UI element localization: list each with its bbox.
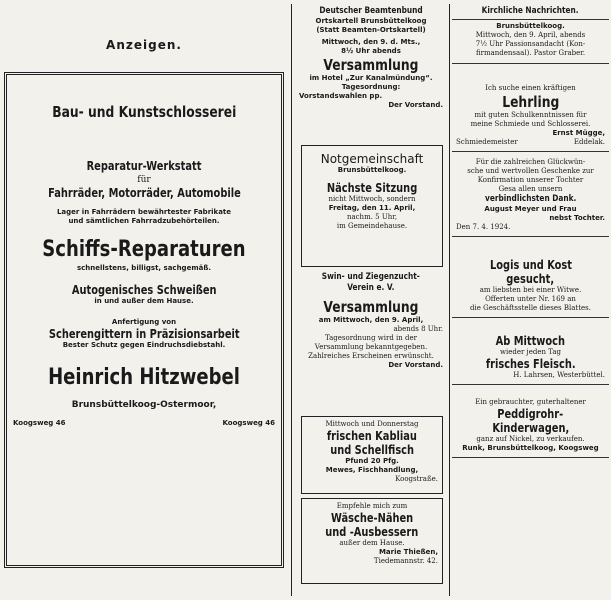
ad-fisch [301, 416, 443, 494]
dank-big: verbindlichsten Dank. [484, 194, 577, 204]
dank-l2: sche und wertvollen Geschenke zur [467, 167, 594, 175]
beamtenbund-l7: Vorstandswahlen pp. [299, 92, 383, 100]
fleisch-sig: H. Lahrsen, Westerbüttel. [513, 371, 605, 379]
kirche-title: Kirchliche Nachrichten. [482, 6, 579, 16]
address-row [7, 419, 281, 428]
kinderwagen-big2: Kinderwagen, [492, 421, 569, 435]
logis-big1: Logis und Kost [489, 258, 572, 272]
ad-logis [452, 258, 609, 320]
beamtenbund-l6: Tagesordnung: [341, 83, 401, 91]
owner-location: Brunsbüttelkoog-Ostermoor, [71, 400, 217, 410]
schnell-line: schnellstens, billigst, sachgemäß. [76, 264, 212, 272]
ziegenzucht-title2: Verein e. V. [347, 283, 395, 293]
ad-beamtenbund [295, 6, 447, 110]
owner-name: Heinrich Hitzwebel [48, 365, 240, 390]
fleisch-big2: frisches Fleisch. [485, 357, 576, 371]
fisch-sig2: Koogstraße. [395, 475, 438, 483]
column-nachrichten [452, 0, 609, 600]
fisch-sig1: Mewes, Fischhandlung, [325, 466, 419, 474]
lehrling-sig2: Schmiedemeister [456, 138, 518, 146]
ad-kinderwagen [452, 398, 609, 460]
notgemeinschaft-title: Notgemeinschaft [320, 152, 424, 166]
dank-l4: Gesa allen unsern [498, 185, 563, 193]
waesche-big1: Wäsche-Nähen [330, 511, 414, 525]
address-right: Koogsweg 46 [222, 419, 275, 427]
fleisch-l1: wieder jeden Tag [499, 348, 562, 356]
fisch-price: Pfund 20 Pfg. [345, 457, 399, 465]
lehrling-l3: meine Schmiede und Schlosserei. [470, 120, 591, 128]
fuer-text: für [137, 175, 151, 185]
logis-l2: Offerten unter Nr. 169 an [485, 295, 576, 303]
notgemeinschaft-big: Nächste Sitzung [326, 181, 418, 195]
ziegenzucht-l4: Versammlung bekanntgegeben. [314, 343, 428, 351]
beamtenbund-big: Versammlung [323, 56, 419, 74]
lehrling-sig3: Eddelak. [573, 138, 605, 146]
kirche-l2: 7½ Uhr Passionsandacht (Kon- [475, 40, 586, 48]
scherengitter-line: Scherengittern in Präzisionsarbeit [48, 327, 240, 341]
address-left: Koogsweg 46 [13, 419, 66, 427]
notgemeinschaft-l2: Freitag, den 11. April, [328, 204, 416, 212]
autogen-heading: Autogenisches Schweißen [71, 283, 217, 297]
ad-fleisch [452, 334, 609, 387]
beamtenbund-l3: Mittwoch, den 9. d. Mts., [321, 38, 421, 46]
anfertigung-line: Anfertigung von [111, 318, 177, 326]
dank-l5: August Meyer und Frau [484, 205, 577, 213]
fleisch-big1: Ab Mittwoch [495, 334, 566, 348]
waesche-sig2: Tiedemannstr. 42. [373, 557, 438, 565]
section-heading: Anzeigen. [106, 38, 182, 52]
column-vereine [295, 0, 447, 600]
waesche-l1: Empfehle mich zum [336, 502, 408, 510]
column-divider-1 [291, 4, 292, 596]
schiffs-reparaturen: Schiffs-Reparaturen [42, 237, 246, 262]
logis-l1: am liebsten bei einer Witwe. [479, 286, 582, 294]
ziegenzucht-l2: abends 8 Uhr. [393, 325, 443, 333]
column-divider-2 [449, 4, 450, 596]
lehrling-big: Lehrling [501, 93, 559, 111]
beamtenbund-l2: (Statt Beamten-Ortskartell) [316, 26, 426, 34]
kirche-sub: Brunsbüttelkoog. [496, 22, 565, 30]
waesche-sig1: Marie Thießen, [378, 548, 438, 556]
lehrling-l2: mit guten Schulkenntnissen für [474, 111, 587, 119]
notgemeinschaft-sub: Brunsbüttelkoog. [337, 166, 407, 174]
fisch-l1: Mittwoch und Donnerstag [325, 420, 419, 428]
schutz-line: Bester Schutz gegen Eindruchsdiebstahl. [62, 341, 226, 349]
ziegenzucht-l3: Tagesordnung wird in der [324, 334, 417, 342]
ad-waesche [301, 498, 443, 584]
waesche-l2: außer dem Hause. [339, 539, 405, 547]
ad-notgemeinschaft [301, 145, 443, 267]
kirche-l3: firmandensaal). Pastor Graber. [475, 49, 586, 57]
ad-kirche [452, 6, 609, 66]
notgemeinschaft-l3: nachm. 5 Uhr, [346, 213, 398, 221]
notgemeinschaft-l4: im Gemeindehause. [336, 222, 408, 230]
beamtenbund-l4: 8½ Uhr abends [341, 47, 401, 55]
ziegenzucht-big: Versammlung [323, 298, 419, 316]
ad-kunstschlosserei [4, 72, 284, 568]
fahrzeuge-line: Fahrräder, Motorräder, Automobile [47, 186, 241, 200]
logis-l3: die Geschäftsstelle dieses Blattes. [470, 304, 591, 312]
autogen-sub: in und außer dem Hause. [94, 297, 194, 305]
lehrling-sig1: Ernst Mügge, [552, 129, 605, 137]
ad-title: Bau- und Kunstschlosserei [51, 103, 237, 121]
lager-line-2: und sämtlichen Fahrradzubehörteilen. [68, 217, 220, 225]
kinderwagen-l2: ganz auf Nickel, zu verkaufen. [476, 435, 585, 443]
column-anzeigen [0, 0, 288, 600]
kinderwagen-l1: Ein gebrauchter, guterhaltener [475, 398, 586, 406]
beamtenbund-sig: Der Vorstand. [388, 101, 443, 109]
ad-ziegenzucht [295, 272, 447, 370]
ziegenzucht-sig: Der Vorstand. [388, 361, 443, 369]
ziegenzucht-l5: Zahlreiches Erscheinen erwünscht. [308, 352, 434, 360]
beamtenbund-l1: Ortskartell Brunsbüttelkoog [315, 17, 427, 25]
ad-dank [452, 158, 609, 239]
ziegenzucht-l1: am Mittwoch, den 9. April, [318, 316, 424, 324]
lager-line-1: Lager in Fahrrädern bewährtester Fabrikate [56, 208, 232, 216]
dank-date: Den 7. 4. 1924. [456, 223, 511, 231]
beamtenbund-l5: im Hotel „Zur Kanalmündung“. [309, 74, 433, 82]
logis-big2: gesucht, [506, 272, 555, 286]
kinderwagen-big1: Peddigrohr- [497, 407, 564, 421]
dank-l6: nebst Tochter. [549, 214, 605, 222]
waesche-big2: und -Ausbessern [325, 525, 419, 539]
werkstatt-heading: Reparatur-Werkstatt [86, 159, 202, 173]
notgemeinschaft-l1: nicht Mittwoch, sondern [328, 195, 416, 203]
fisch-big2: und Schellfisch [330, 443, 414, 457]
beamtenbund-title: Deutscher Beamtenbund [319, 6, 423, 16]
dank-l1: Für die zahlreichen Glückwün- [475, 158, 586, 166]
fisch-big1: frischen Kabliau [326, 429, 417, 443]
kirche-l1: Mittwoch, den 9. April, abends [475, 31, 586, 39]
ad-lehrling [452, 84, 609, 154]
ziegenzucht-title1: Swin- und Ziegenzucht- [321, 272, 421, 282]
dank-l3: Konfirmation unserer Tochter [477, 176, 584, 184]
kinderwagen-sig: Runk, Brunsbüttelkoog, Koogsweg [462, 444, 599, 452]
lehrling-l1: Ich suche einen kräftigen [485, 84, 576, 92]
